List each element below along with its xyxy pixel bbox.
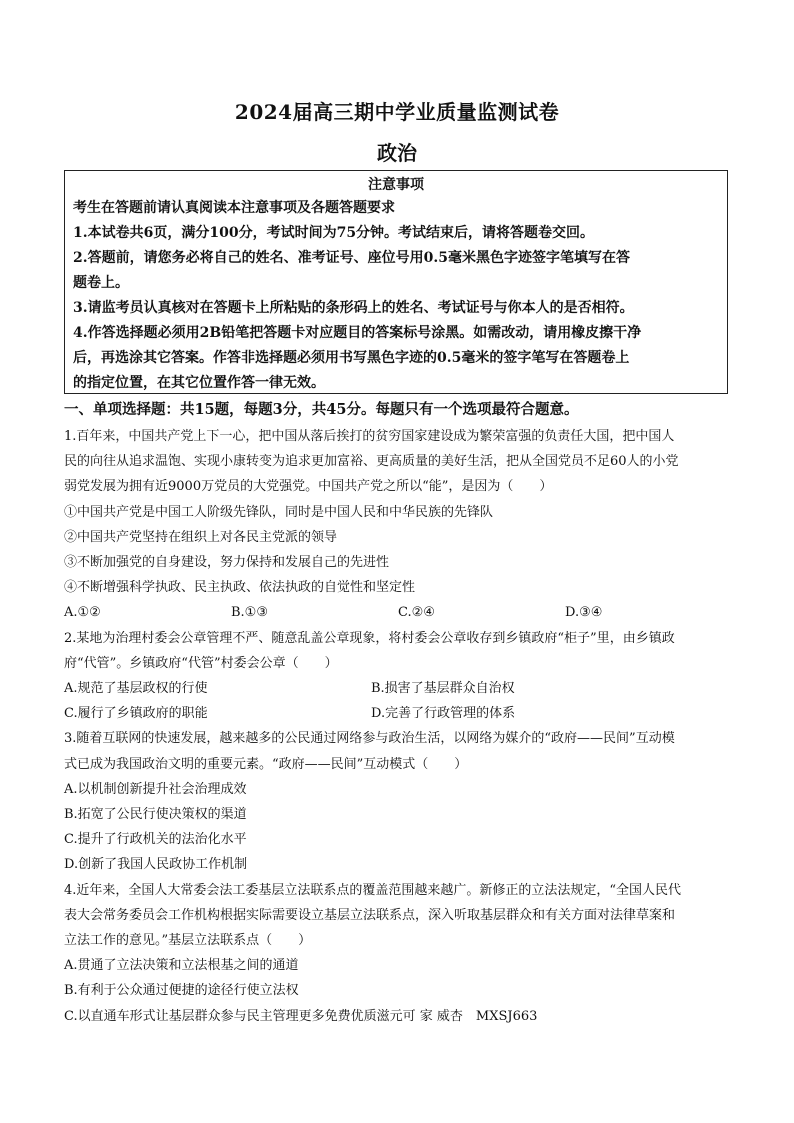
option-b: B.损害了基层群众自治权 [371,681,515,697]
notice-line: 3.请监考员认真核对在答题卡上所粘贴的条形码上的姓名、考试证号与你本人的是否相符。 [73,300,634,316]
section-heading: 一、单项选择题：共15题，每题3分，共45分。每题只有一个选项最符合题意。 [64,401,579,418]
notice-line: 1.本试卷共6页，满分100分，考试时间为75分钟。考试结束后，请将答题卷交回。 [73,225,595,241]
option-c: C.以直通车形式让基层群众参与民主管理更多免费优质滋元可 家 威杏 MXSJ663 [64,1008,538,1024]
questions-body [64,424,732,1029]
question-3-stem: 式已成为我国政治文明的重要元素。“政府——民间”互动模式（ ） [64,756,468,772]
option-b: B.有利于公众通过便捷的途径行使立法权 [64,983,299,999]
question-1-stem: 民的向往从追求温饱、实现小康转变为追求更加富裕、更高质量的美好生活，把从全国党员不足60人的小党 [64,454,679,470]
question-4-stem: 4.近年来，全国人大常委会法工委基层立法联系点的覆盖范围越来越广。新修正的立法法规定，“全国人民代 [64,882,682,898]
notice-line: 2.答题前，请您务必将自己的姓名、准考证号、座位号用0.5毫米黑色字迹签字笔填写在答 [73,250,630,266]
option-a: A.以机制创新提升社会治理成效 [64,781,247,797]
question-2-stem: 2.某地为治理村委会公章管理不严、随意乱盖公章现象，将村委会公章收存到乡镇政府“柜子”里，由乡镇政 [64,630,675,646]
option-c: C.履行了乡镇政府的职能 [64,706,208,722]
question-2-options [64,701,732,726]
question-1-options [64,600,732,625]
question-1-statement: ③不断加强党的自身建设，努力保持和发展自己的先进性 [64,555,390,571]
notice-line: 考生在答题前请认真阅读本注意事项及各题答题要求 [73,200,395,216]
question-1-statement: ①中国共产党是中国工人阶级先锋队，同时是中国人民和中华民族的先锋队 [64,504,494,520]
notice-line: 4.作答选择题必须用2B铅笔把答题卡对应题目的答案标号涂黑。如需改动，请用橡皮擦干净 [73,325,642,341]
notice-line: 的指定位置，在其它位置作答一律无效。 [73,375,325,391]
option-a: A.①② [64,605,101,621]
exam-subject: 政治 [377,141,417,165]
notice-heading: 注意事项 [368,177,424,193]
question-1-statement: ④不断增强科学执政、民主执政、依法执政的自觉性和坚定性 [64,580,416,596]
notice-box [64,170,728,394]
option-a: A.贯通了立法决策和立法根基之间的通道 [64,958,299,974]
option-c: C.提升了行政机关的法治化水平 [64,832,247,848]
option-c: C.②④ [398,605,435,621]
option-d: D.创新了我国人民政协工作机制 [64,857,248,873]
notice-line: 后，再选涂其它答案。作答非选择题必须用书写黑色字迹的0.5毫米的签字笔写在答题卷上 [73,350,630,366]
option-b: B.①③ [231,605,268,621]
notice-line: 题卷上。 [73,275,129,291]
option-a: A.规范了基层政权的行使 [64,681,208,697]
question-2-options [64,676,732,701]
option-d: D.完善了行政管理的体系 [371,706,516,722]
option-b: B.拓宽了公民行使决策权的渠道 [64,807,247,823]
question-3-stem: 3.随着互联网的快速发展，越来越多的公民通过网络参与政治生活，以网络为媒介的“政府——民间”互动模 [64,731,675,747]
question-1-statement: ②中国共产党坚持在组织上对各民主党派的领导 [64,529,338,545]
question-1-stem: 1.百年来，中国共产党上下一心，把中国从落后挨打的贫穷国家建设成为繁荣富强的负责任大国，把中国人 [64,429,675,444]
question-4-stem: 立法工作的意见。”基层立法联系点（ ） [64,933,312,949]
question-4-stem: 表大会常务委员会工作机构根据实际需要设立基层立法联系点，深入听取基层群众和有关方面对法律草案和 [64,907,676,923]
question-1-stem: 弱党发展为拥有近9000万党员的大党强党。中国共产党之所以“能”，是因为（ ） [64,479,553,495]
question-2-stem: 府“代管”。乡镇政府“代管”村委会公章（ ） [64,655,338,671]
exam-title: 2024届高三期中学业质量监测试卷 [234,100,560,124]
option-d: D.③④ [565,605,603,621]
